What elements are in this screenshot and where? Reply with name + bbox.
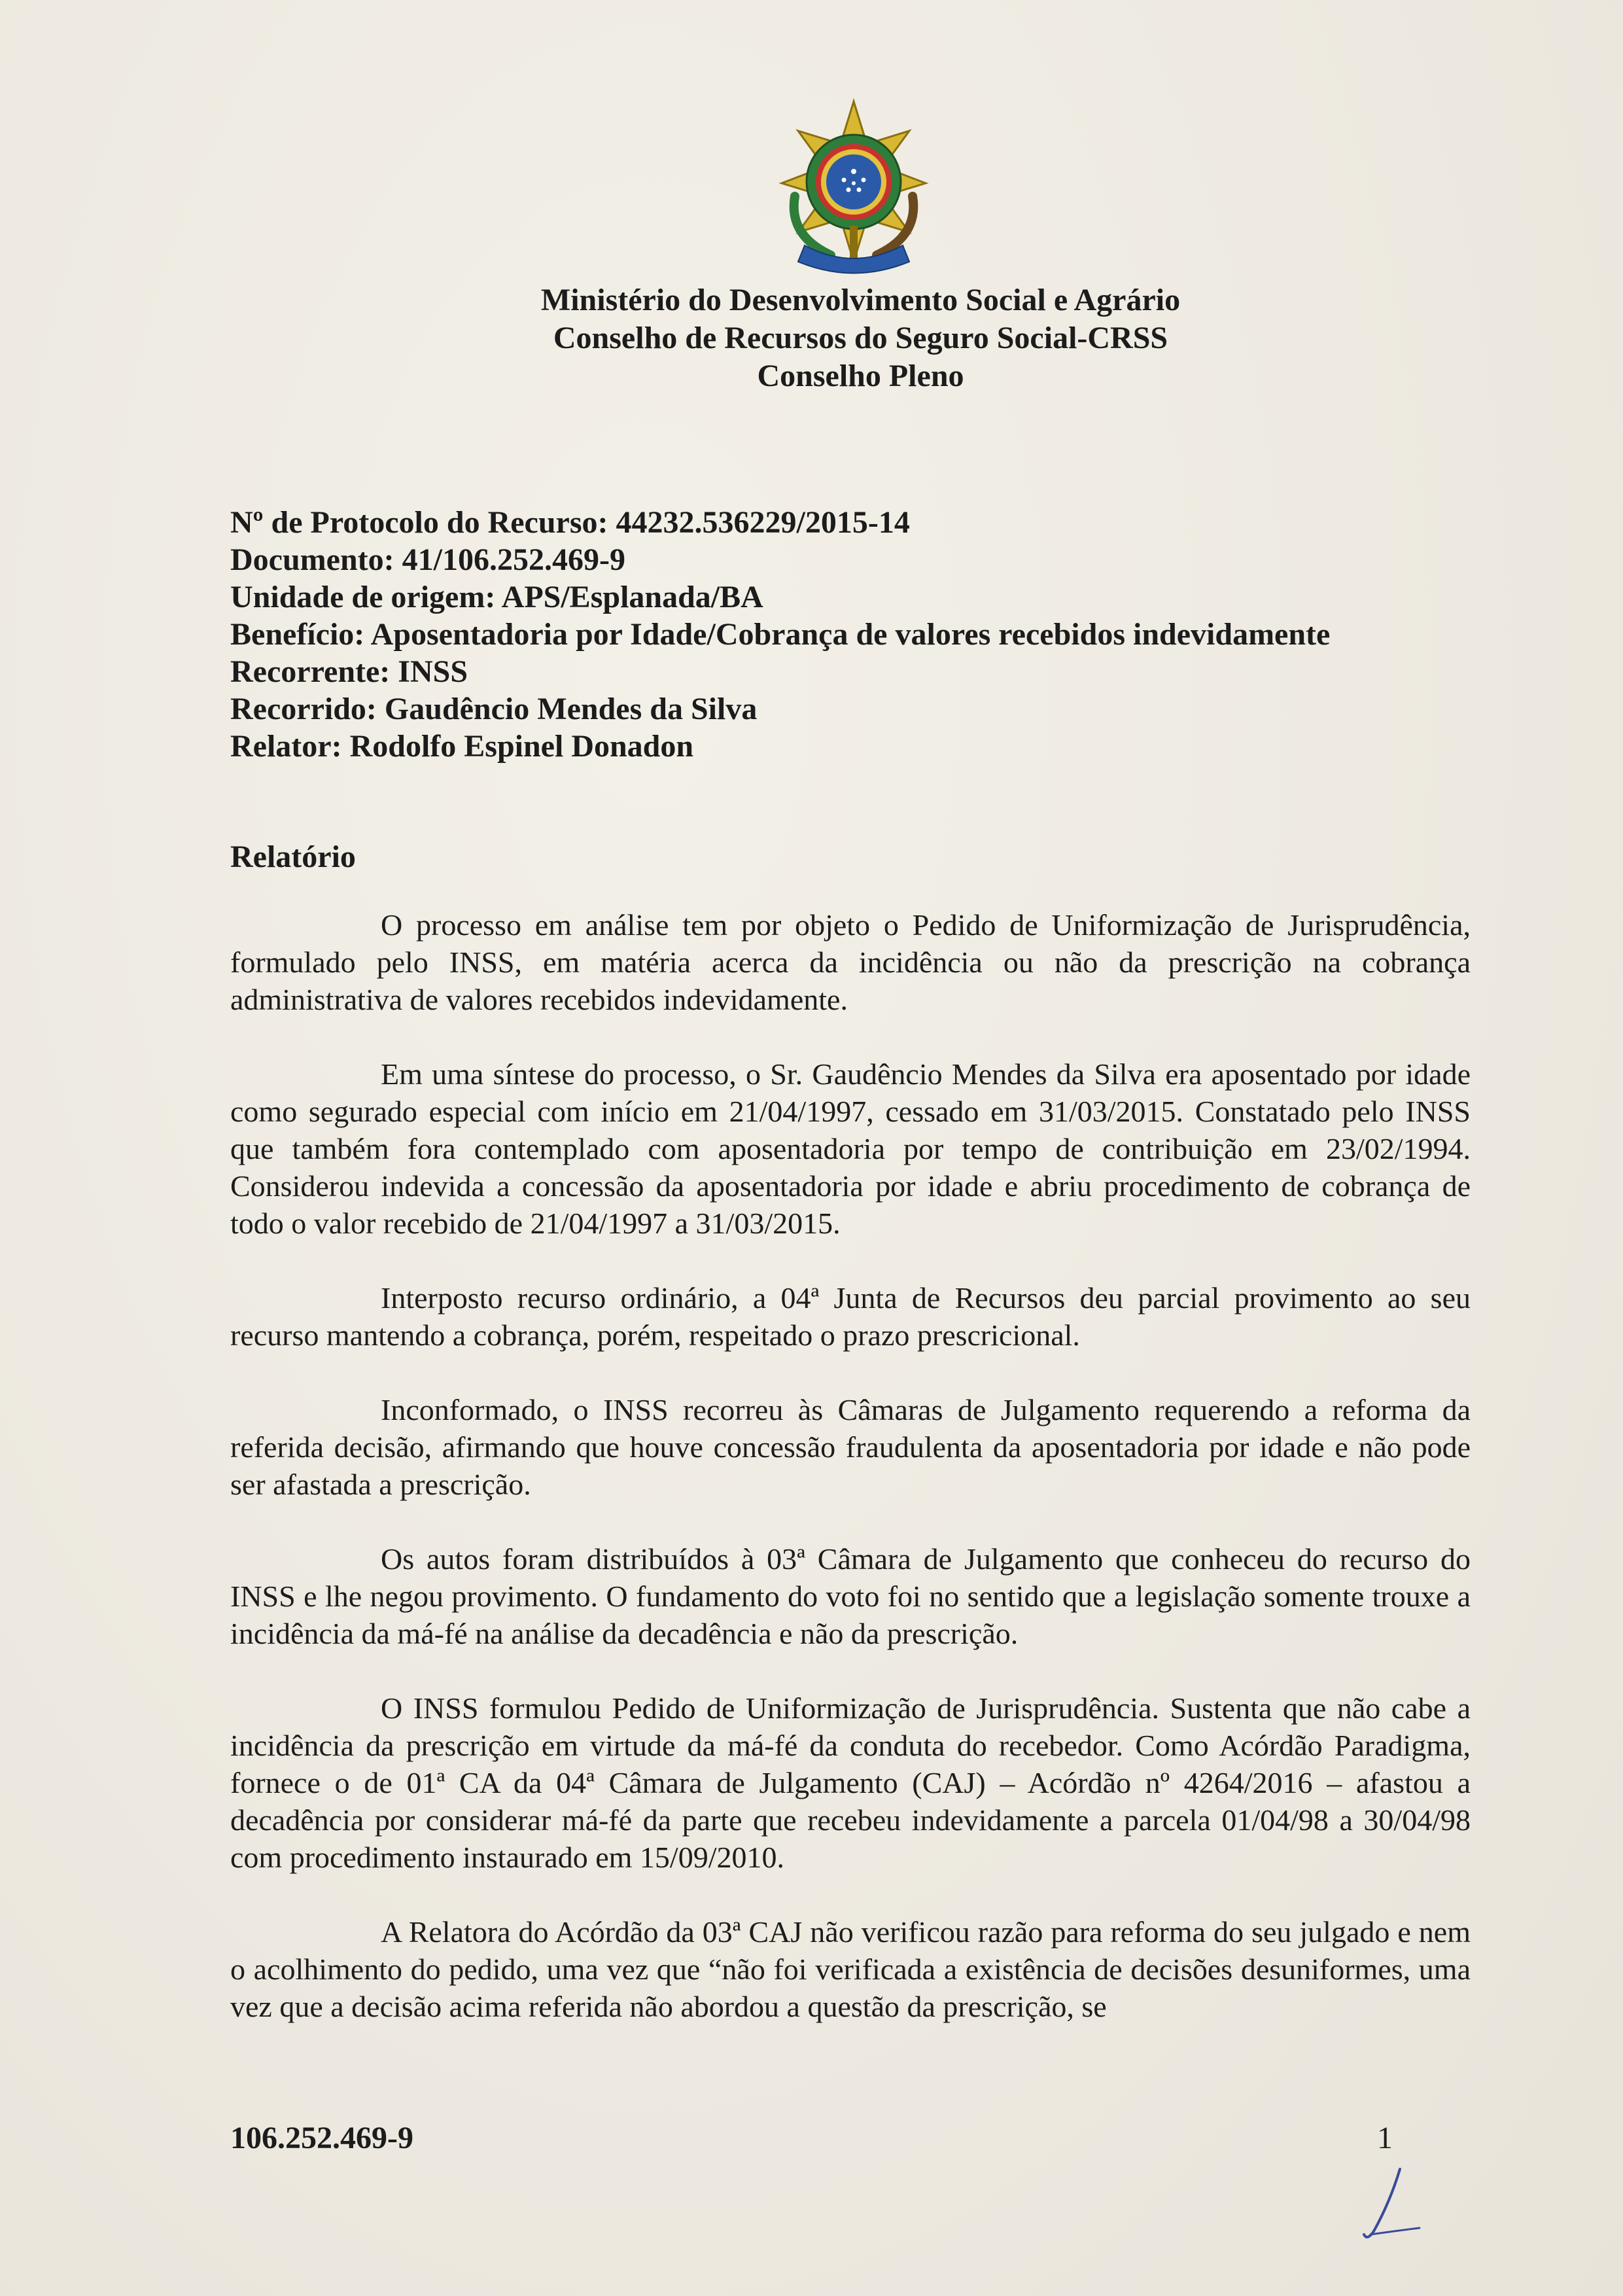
report-body xyxy=(230,906,1471,2062)
ministry-name: Ministério do Desenvolvimento Social e Agrário xyxy=(540,283,1181,317)
respondent-line: Recorrido: Gaudêncio Mendes da Silva xyxy=(230,692,758,726)
rapporteur-line: Relator: Rodolfo Espinel Donadon xyxy=(230,729,694,764)
section-title: Relatório xyxy=(230,839,356,874)
origin-line: Unidade de origem: APS/Esplanada/BA xyxy=(230,580,763,614)
plenary-name: Conselho Pleno xyxy=(757,359,964,393)
paragraph: Inconformado, o INSS recorreu às Câmaras de Julgamento requerendo a reforma da referida decisão, afirmando que houve concessão fraudulenta da aposentadoria por idade e não pode ser afastada a prescrição. xyxy=(230,1393,1471,1501)
paragraph: A Relatora do Acórdão da 03ª CAJ não verificou razão para reforma do seu julgado e nem o acolhimento do pedido, uma vez que “não foi verificada a existência de decisões desuniformes, uma vez que a decisão acima referida não abordou a questão da prescrição, se xyxy=(230,1915,1471,2023)
appellant-line: Recorrente: INSS xyxy=(230,654,468,689)
protocol-line: Nº de Protocolo do Recurso: 44232.536229/2015-14 xyxy=(230,505,910,540)
page-number: 1 xyxy=(1377,2121,1393,2155)
document-header xyxy=(0,281,1623,395)
benefit-line: Benefício: Aposentadoria por Idade/Cobrança de valores recebidos indevidamente xyxy=(230,617,1331,652)
paragraph: Interposto recurso ordinário, a 04ª Junta de Recursos deu parcial provimento ao seu recurso mantendo a cobrança, porém, respeitado o prazo prescricional. xyxy=(230,1281,1471,1352)
document-line: Documento: 41/106.252.469-9 xyxy=(230,542,625,577)
footer-document-code: 106.252.469-9 xyxy=(230,2121,413,2155)
handwritten-initial-signature xyxy=(1354,2166,1426,2244)
paragraph: O INSS formulou Pedido de Uniformização de Jurisprudência. Sustenta que não cabe a incidência da prescrição em virtude da má-fé da conduta do recebedor. Como Acórdão Paradigma, fornece o de 01ª CA da 04ª Câmara de Julgamento (CAJ) – Acórdão nº 4264/2016 – afastou a decadência por considerar má-fé da parte que recebeu indevidamente a parcela 01/04/98 a 30/04/98 com procedimento instaurado em 15/09/2010. xyxy=(230,1691,1471,1874)
paragraph: O processo em análise tem por objeto o Pedido de Uniformização de Jurisprudência, formulado pelo INSS, em matéria acerca da incidência ou não da prescrição na cobrança administrativa de valores recebidos indevidamente. xyxy=(230,908,1471,1016)
paragraph: Os autos foram distribuídos à 03ª Câmara de Julgamento que conheceu do recurso do INSS e lhe negou provimento. O fundamento do voto foi no sentido que a legislação somente trouxe a incidência da má-fé na análise da decadência e não da prescrição. xyxy=(230,1542,1471,1650)
coat-of-arms-emblem xyxy=(769,98,939,275)
case-metadata xyxy=(230,504,1330,765)
paragraph: Em uma síntese do processo, o Sr. Gaudêncio Mendes da Silva era aposentado por idade como segurado especial com início em 21/04/1997, cessado em 31/03/2015. Constatado pelo INSS que também fora contemplado com aposentadoria por tempo de contribuição em 23/02/1994. Considerou indevida a concessão da aposentadoria por idade e abriu procedimento de cobrança de todo o valor recebido de 21/04/1997 a 31/03/2015. xyxy=(230,1057,1471,1240)
council-name: Conselho de Recursos do Seguro Social-CRSS xyxy=(553,321,1168,355)
